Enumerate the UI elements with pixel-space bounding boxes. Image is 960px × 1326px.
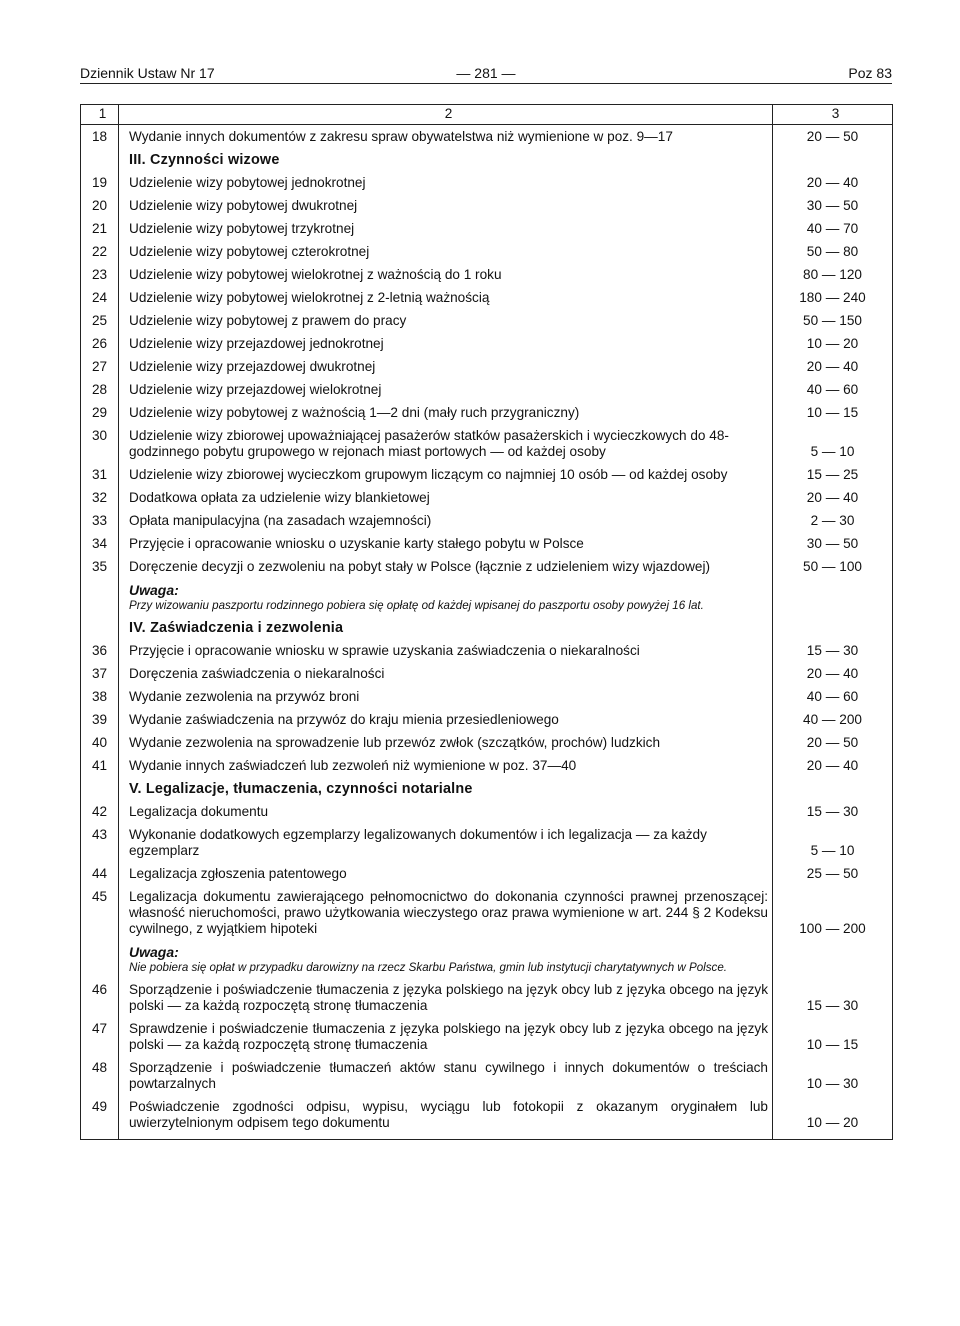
item-description: Wydanie zezwolenia na sprowadzenie lub przewóz zwłok (szczątków, prochów) ludzkich <box>119 731 773 754</box>
table-row <box>81 171 893 194</box>
item-description: Udzielenie wizy zbiorowej wycieczkom grupowym liczącym co najmniej 10 osób — od każdej osoby <box>119 463 773 486</box>
item-fee: 20 — 40 <box>773 486 893 509</box>
item-number: 31 <box>81 463 119 486</box>
note-text: Przy wizowaniu paszportu rodzinnego pobiera się opłatę od każdej wpisanej do paszportu osoby powyżej 16 lat. <box>129 598 704 612</box>
item-number: 20 <box>81 194 119 217</box>
item-fee: 30 — 50 <box>773 194 893 217</box>
column-header-2: 2 <box>119 105 773 125</box>
item-number: 43 <box>81 823 119 862</box>
item-number: 38 <box>81 685 119 708</box>
empty-cell <box>81 578 119 616</box>
table-row <box>81 125 893 149</box>
item-fee: 25 — 50 <box>773 862 893 885</box>
table-row <box>81 978 893 1017</box>
item-fee: 40 — 60 <box>773 378 893 401</box>
item-description: Przyjęcie i opracowanie wniosku o uzyskanie karty stałego pobytu w Polsce <box>119 532 773 555</box>
section-cell <box>119 148 773 171</box>
journal-title: Dziennik Ustaw Nr 17 <box>80 65 215 81</box>
item-fee: 15 — 25 <box>773 463 893 486</box>
table-row <box>81 823 893 862</box>
item-number: 37 <box>81 662 119 685</box>
section-row <box>81 616 893 639</box>
item-number: 27 <box>81 355 119 378</box>
section-cell <box>119 616 773 639</box>
table-row <box>81 754 893 777</box>
item-description: Sporządzenie i poświadczenie tłumaczeń aktów stanu cywilnego i innych dokumentów o treściach powtarzalnych <box>119 1056 773 1095</box>
item-number: 26 <box>81 332 119 355</box>
section-heading: V. Legalizacje, tłumaczenia, czynności notarialne <box>129 780 473 797</box>
item-description: Wydanie zaświadczenia na przywóz do kraju mienia przesiedleniowego <box>119 708 773 731</box>
item-description: Legalizacja zgłoszenia patentowego <box>119 862 773 885</box>
item-number: 23 <box>81 263 119 286</box>
table-row <box>81 731 893 754</box>
item-fee: 20 — 40 <box>773 662 893 685</box>
item-description: Sprawdzenie i poświadczenie tłumaczenia z języka polskiego na język obcy lub z języka obcego na język polski — za każdą rozpoczętą stronę tłumaczenia <box>119 1017 773 1056</box>
item-fee: 10 — 15 <box>773 1017 893 1056</box>
item-number: 34 <box>81 532 119 555</box>
item-number: 30 <box>81 424 119 463</box>
note-text: Nie pobiera się opłat w przypadku darowizny na rzecz Skarbu Państwa, gmin lub instytucji charytatywnych w Polsce. <box>129 960 727 974</box>
item-number: 28 <box>81 378 119 401</box>
empty-cell <box>81 940 119 978</box>
item-description: Doręczenie decyzji o zezwoleniu na pobyt stały w Polsce (łącznie z udzieleniem wizy wjazdowej) <box>119 555 773 578</box>
item-number: 19 <box>81 171 119 194</box>
item-number: 24 <box>81 286 119 309</box>
table-row <box>81 332 893 355</box>
item-number: 41 <box>81 754 119 777</box>
note-row <box>81 940 893 978</box>
item-fee: 40 — 70 <box>773 217 893 240</box>
table-row <box>81 424 893 463</box>
table-row <box>81 240 893 263</box>
item-fee: 40 — 60 <box>773 685 893 708</box>
empty-cell <box>773 777 893 800</box>
item-fee: 20 — 50 <box>773 731 893 754</box>
item-description: Legalizacja dokumentu zawierającego pełnomocnictwo do dokonania czynności prawnej przenoszącej: własność nieruchomości, prawo użytkowania wieczystego oraz prawa wymienione w art. 244 § 2 Kodeksu cywilnego, z wyjątkiem hipoteki <box>119 885 773 940</box>
note-cell <box>119 940 773 978</box>
table-row <box>81 862 893 885</box>
item-description: Wydanie innych zaświadczeń lub zezwoleń niż wymienione w poz. 37—40 <box>119 754 773 777</box>
item-description: Udzielenie wizy pobytowej dwukrotnej <box>119 194 773 217</box>
item-number: 21 <box>81 217 119 240</box>
item-number: 18 <box>81 125 119 149</box>
column-header-1: 1 <box>81 105 119 125</box>
item-description: Wydanie zezwolenia na przywóz broni <box>119 685 773 708</box>
header-rule <box>80 83 892 84</box>
note-row <box>81 578 893 616</box>
item-description: Dodatkowa opłata za udzielenie wizy blankietowej <box>119 486 773 509</box>
item-description: Sporządzenie i poświadczenie tłumaczenia z języka polskiego na język obcy lub z języka obcego na język polski — za każdą rozpoczętą stronę tłumaczenia <box>119 978 773 1017</box>
table-row <box>81 800 893 823</box>
item-fee: 80 — 120 <box>773 263 893 286</box>
item-number: 45 <box>81 885 119 940</box>
table-row <box>81 639 893 662</box>
item-number: 48 <box>81 1056 119 1095</box>
empty-cell <box>81 616 119 639</box>
item-number: 46 <box>81 978 119 1017</box>
item-number: 40 <box>81 731 119 754</box>
item-description: Udzielenie wizy pobytowej czterokrotnej <box>119 240 773 263</box>
column-header-row <box>81 105 893 125</box>
item-fee: 15 — 30 <box>773 978 893 1017</box>
item-description: Udzielenie wizy pobytowej z prawem do pracy <box>119 309 773 332</box>
item-fee: 50 — 80 <box>773 240 893 263</box>
item-fee: 20 — 40 <box>773 754 893 777</box>
table-row <box>81 885 893 940</box>
item-number: 39 <box>81 708 119 731</box>
item-fee: 20 — 40 <box>773 171 893 194</box>
fee-table <box>80 104 893 1140</box>
item-description: Wykonanie dodatkowych egzemplarzy legalizowanych dokumentów i ich legalizacja — za każdy egzemplarz <box>119 823 773 862</box>
table-row <box>81 1017 893 1056</box>
item-description: Opłata manipulacyjna (na zasadach wzajemności) <box>119 509 773 532</box>
item-description: Poświadczenie zgodności odpisu, wypisu, wyciągu lub fotokopii z okazanym oryginałem lub uwierzytelnionym odpisem tego dokumentu <box>119 1095 773 1139</box>
item-fee: 5 — 10 <box>773 424 893 463</box>
empty-cell <box>773 616 893 639</box>
item-fee: 15 — 30 <box>773 800 893 823</box>
item-number: 36 <box>81 639 119 662</box>
item-description: Udzielenie wizy pobytowej trzykrotnej <box>119 217 773 240</box>
item-description: Przyjęcie i opracowanie wniosku w sprawie uzyskania zaświadczenia o niekaralności <box>119 639 773 662</box>
position-number: Poz 83 <box>848 65 892 81</box>
item-number: 42 <box>81 800 119 823</box>
section-row <box>81 148 893 171</box>
table-row <box>81 685 893 708</box>
table-row <box>81 486 893 509</box>
fee-table-body <box>81 105 893 1140</box>
column-header-3: 3 <box>773 105 893 125</box>
item-number: 29 <box>81 401 119 424</box>
item-number: 25 <box>81 309 119 332</box>
note-label: Uwaga: <box>129 581 179 598</box>
empty-cell <box>773 940 893 978</box>
note-label: Uwaga: <box>129 943 179 960</box>
table-row <box>81 1095 893 1139</box>
item-fee: 2 — 30 <box>773 509 893 532</box>
table-row <box>81 401 893 424</box>
section-cell <box>119 777 773 800</box>
item-description: Udzielenie wizy zbiorowej upoważniającej pasażerów statków pasażerskich i wycieczkowych do 48-godzinnego pobytu grupowego w rejonach miast portowych — od każdej osoby <box>119 424 773 463</box>
table-row <box>81 463 893 486</box>
item-fee: 180 — 240 <box>773 286 893 309</box>
item-fee: 50 — 150 <box>773 309 893 332</box>
item-description: Udzielenie wizy pobytowej wielokrotnej z ważnością do 1 roku <box>119 263 773 286</box>
item-fee: 15 — 30 <box>773 639 893 662</box>
item-fee: 10 — 30 <box>773 1056 893 1095</box>
table-row <box>81 509 893 532</box>
empty-cell <box>81 148 119 171</box>
table-row <box>81 194 893 217</box>
table-row <box>81 662 893 685</box>
item-number: 47 <box>81 1017 119 1056</box>
table-row <box>81 555 893 578</box>
item-description: Doręczenia zaświadczenia o niekaralności <box>119 662 773 685</box>
table-row <box>81 378 893 401</box>
item-description: Udzielenie wizy pobytowej jednokrotnej <box>119 171 773 194</box>
table-row <box>81 286 893 309</box>
item-fee: 20 — 40 <box>773 355 893 378</box>
item-fee: 50 — 100 <box>773 555 893 578</box>
empty-cell <box>773 148 893 171</box>
item-fee: 100 — 200 <box>773 885 893 940</box>
empty-cell <box>81 777 119 800</box>
item-number: 32 <box>81 486 119 509</box>
item-number: 33 <box>81 509 119 532</box>
item-description: Legalizacja dokumentu <box>119 800 773 823</box>
item-number: 44 <box>81 862 119 885</box>
table-row <box>81 217 893 240</box>
item-fee: 30 — 50 <box>773 532 893 555</box>
page-number: — 281 — <box>456 65 516 81</box>
section-heading: IV. Zaświadczenia i zezwolenia <box>129 619 344 636</box>
item-description: Udzielenie wizy pobytowej wielokrotnej z 2-letnią ważnością <box>119 286 773 309</box>
item-number: 35 <box>81 555 119 578</box>
item-fee: 40 — 200 <box>773 708 893 731</box>
item-fee: 10 — 20 <box>773 1095 893 1139</box>
item-number: 22 <box>81 240 119 263</box>
table-row <box>81 309 893 332</box>
item-description: Wydanie innych dokumentów z zakresu spraw obywatelstwa niż wymienione w poz. 9—17 <box>119 125 773 149</box>
item-fee: 5 — 10 <box>773 823 893 862</box>
item-description: Udzielenie wizy przejazdowej jednokrotnej <box>119 332 773 355</box>
empty-cell <box>773 578 893 616</box>
item-fee: 20 — 50 <box>773 125 893 149</box>
table-row <box>81 532 893 555</box>
section-heading: III. Czynności wizowe <box>129 151 280 168</box>
item-description: Udzielenie wizy pobytowej z ważnością 1—2 dni (mały ruch przygraniczny) <box>119 401 773 424</box>
item-description: Udzielenie wizy przejazdowej wielokrotnej <box>119 378 773 401</box>
note-cell <box>119 578 773 616</box>
item-number: 49 <box>81 1095 119 1139</box>
item-description: Udzielenie wizy przejazdowej dwukrotnej <box>119 355 773 378</box>
table-row <box>81 708 893 731</box>
table-row <box>81 1056 893 1095</box>
section-row <box>81 777 893 800</box>
item-fee: 10 — 15 <box>773 401 893 424</box>
item-fee: 10 — 20 <box>773 332 893 355</box>
table-row <box>81 355 893 378</box>
table-row <box>81 263 893 286</box>
